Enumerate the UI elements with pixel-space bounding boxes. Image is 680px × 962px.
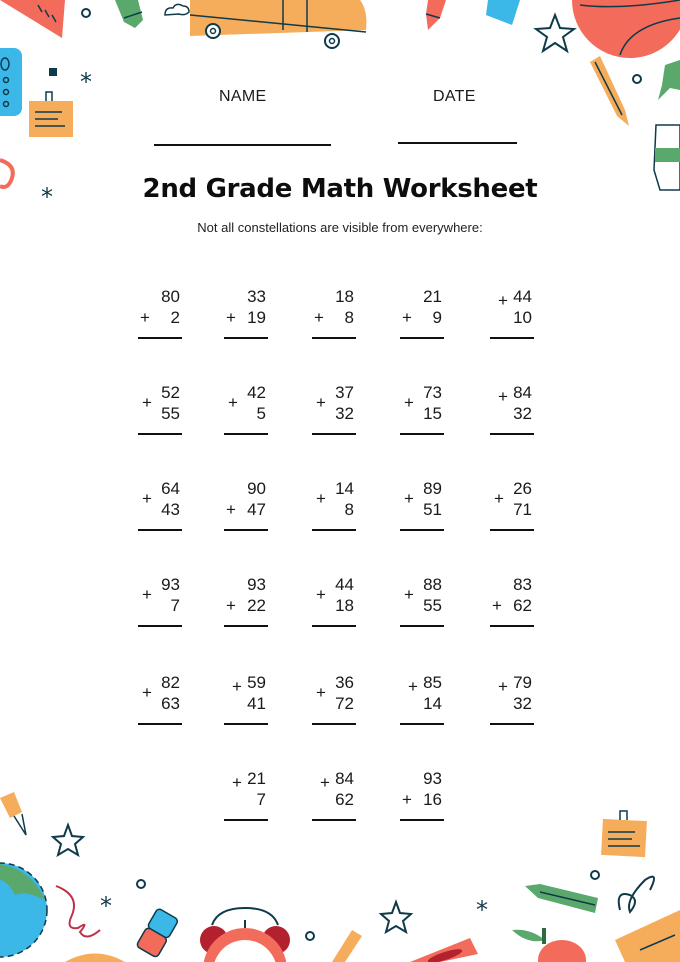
name-input-line[interactable] xyxy=(154,144,331,146)
addition-problem xyxy=(222,287,272,343)
plus-sign: + xyxy=(228,393,238,412)
asterisk-icon: * xyxy=(100,892,112,920)
small-circle-icon xyxy=(633,75,641,83)
addition-problem xyxy=(310,673,360,729)
triangle-ruler-icon xyxy=(0,0,65,38)
addition-problem xyxy=(398,673,448,729)
addend-top: 21 xyxy=(423,287,442,306)
addend-top: 59 xyxy=(247,673,266,692)
answer-line[interactable] xyxy=(138,433,182,435)
addend-bottom: 7 xyxy=(256,790,266,809)
plus-sign: + xyxy=(314,308,324,327)
answer-line[interactable] xyxy=(490,625,534,627)
plus-sign: + xyxy=(142,489,152,508)
answer-line[interactable] xyxy=(312,625,356,627)
addend-top: 52 xyxy=(161,383,180,402)
addition-problem xyxy=(488,673,538,729)
answer-line[interactable] xyxy=(312,337,356,339)
addend-top: 80 xyxy=(161,287,180,306)
addend-bottom: 32 xyxy=(513,404,532,423)
addition-problem xyxy=(398,479,448,535)
plus-sign: + xyxy=(142,683,152,702)
addition-problem xyxy=(222,383,272,439)
addend-top: 79 xyxy=(513,673,532,692)
addend-bottom: 18 xyxy=(335,596,354,615)
plus-sign: + xyxy=(316,489,326,508)
addition-problem xyxy=(136,479,186,535)
addend-top: 36 xyxy=(335,673,354,692)
addend-bottom: 7 xyxy=(170,596,180,615)
asterisk-icon: * xyxy=(476,896,488,924)
answer-line[interactable] xyxy=(224,625,268,627)
addend-bottom: 5 xyxy=(256,404,266,423)
plus-sign: + xyxy=(404,585,414,604)
answer-line[interactable] xyxy=(224,433,268,435)
addend-top: 37 xyxy=(335,383,354,402)
plus-sign: + xyxy=(226,308,236,327)
plus-sign: + xyxy=(402,790,412,809)
addend-bottom: 55 xyxy=(423,596,442,615)
squiggle-icon xyxy=(56,886,100,937)
star-icon xyxy=(381,902,411,932)
asterisk-icon: * xyxy=(80,68,92,96)
page-title: 2nd Grade Math Worksheet xyxy=(142,174,538,204)
plus-sign: + xyxy=(226,500,236,519)
plus-sign: + xyxy=(232,773,242,792)
plus-sign: + xyxy=(232,677,242,696)
addend-top: 42 xyxy=(247,383,266,402)
plus-sign: + xyxy=(498,387,508,406)
addend-top: 26 xyxy=(513,479,532,498)
answer-line[interactable] xyxy=(224,529,268,531)
addition-problem xyxy=(136,575,186,631)
addend-top: 83 xyxy=(513,575,532,594)
answer-line[interactable] xyxy=(224,723,268,725)
basketball-icon xyxy=(572,0,680,58)
addition-problem xyxy=(398,575,448,631)
addition-problem xyxy=(488,383,538,439)
addend-top: 84 xyxy=(513,383,532,402)
crayon-icon xyxy=(410,938,478,962)
addition-problem xyxy=(222,479,272,535)
answer-line[interactable] xyxy=(312,529,356,531)
plus-sign: + xyxy=(316,585,326,604)
date-input-line[interactable] xyxy=(398,142,517,144)
answer-line[interactable] xyxy=(312,433,356,435)
addition-problem xyxy=(222,575,272,631)
plus-sign: + xyxy=(404,393,414,412)
date-label: DATE xyxy=(433,88,476,105)
addend-bottom: 2 xyxy=(170,308,180,327)
plus-sign: + xyxy=(498,291,508,310)
addition-problem xyxy=(136,383,186,439)
addend-top: 64 xyxy=(161,479,180,498)
addition-problem xyxy=(398,383,448,439)
answer-line[interactable] xyxy=(138,529,182,531)
addend-bottom: 32 xyxy=(513,694,532,713)
plus-sign: + xyxy=(142,585,152,604)
answer-line[interactable] xyxy=(224,337,268,339)
answer-line[interactable] xyxy=(400,529,444,531)
answer-line[interactable] xyxy=(138,337,182,339)
addend-top: 14 xyxy=(335,479,354,498)
addend-bottom: 14 xyxy=(423,694,442,713)
asterisk-icon: * xyxy=(41,183,53,210)
plus-sign: + xyxy=(226,596,236,615)
plus-sign: + xyxy=(316,683,326,702)
plus-sign: + xyxy=(492,596,502,615)
addend-bottom: 63 xyxy=(161,694,180,713)
addition-problem xyxy=(488,479,538,535)
pushpin-icon xyxy=(0,792,26,835)
plus-sign: + xyxy=(142,393,152,412)
addition-problem xyxy=(398,287,448,343)
addend-bottom: 51 xyxy=(423,500,442,519)
plus-sign: + xyxy=(402,308,412,327)
plus-sign: + xyxy=(498,677,508,696)
small-square-icon xyxy=(49,68,57,76)
addend-bottom: 8 xyxy=(344,500,354,519)
protractor-icon xyxy=(65,954,125,962)
page-subtitle: Not all constellations are visible from everywhere: xyxy=(197,220,483,235)
star-icon xyxy=(53,825,83,855)
addend-bottom: 22 xyxy=(247,596,266,615)
addend-top: 89 xyxy=(423,479,442,498)
addend-bottom: 10 xyxy=(513,308,532,327)
addend-bottom: 72 xyxy=(335,694,354,713)
addend-top: 93 xyxy=(161,575,180,594)
globe-icon xyxy=(0,863,47,957)
answer-line[interactable] xyxy=(312,723,356,725)
answer-line[interactable] xyxy=(490,529,534,531)
pencil-icon xyxy=(332,930,362,962)
answer-line[interactable] xyxy=(400,337,444,339)
addend-top: 88 xyxy=(423,575,442,594)
addend-bottom: 62 xyxy=(513,596,532,615)
eraser-icon xyxy=(136,908,179,958)
small-circle-icon xyxy=(137,880,145,888)
addend-bottom: 71 xyxy=(513,500,532,519)
addition-problem xyxy=(310,575,360,631)
alarm-clock-icon xyxy=(200,908,290,962)
addend-bottom: 55 xyxy=(161,404,180,423)
answer-line[interactable] xyxy=(490,337,534,339)
addend-top: 44 xyxy=(513,287,532,306)
small-circle-icon xyxy=(82,9,90,17)
addend-top: 73 xyxy=(423,383,442,402)
squiggle-icon xyxy=(619,877,654,912)
answer-line[interactable] xyxy=(400,433,444,435)
plus-sign: + xyxy=(404,489,414,508)
addend-bottom: 62 xyxy=(335,790,354,809)
addend-top: 33 xyxy=(247,287,266,306)
addend-bottom: 43 xyxy=(161,500,180,519)
addend-bottom: 19 xyxy=(247,308,266,327)
addend-top: 90 xyxy=(247,479,266,498)
addend-bottom: 41 xyxy=(247,694,266,713)
answer-line[interactable] xyxy=(138,723,182,725)
addend-top: 18 xyxy=(335,287,354,306)
addend-top: 44 xyxy=(335,575,354,594)
addition-problem xyxy=(310,479,360,535)
addend-top: 93 xyxy=(247,575,266,594)
addend-top: 84 xyxy=(335,769,354,788)
addend-top: 21 xyxy=(247,769,266,788)
addend-top: 82 xyxy=(161,673,180,692)
pushpin-icon xyxy=(658,60,680,100)
plus-sign: + xyxy=(494,489,504,508)
answer-line[interactable] xyxy=(138,625,182,627)
pencil-icon xyxy=(590,56,629,126)
answer-line[interactable] xyxy=(490,723,534,725)
answer-line[interactable] xyxy=(400,723,444,725)
addend-bottom: 15 xyxy=(423,404,442,423)
small-circle-icon xyxy=(591,871,599,879)
plus-sign: + xyxy=(320,773,330,792)
ruler-icon xyxy=(486,0,520,25)
small-circle-icon xyxy=(306,932,314,940)
plus-sign: + xyxy=(316,393,326,412)
addend-bottom: 9 xyxy=(432,308,442,327)
addend-top: 93 xyxy=(423,769,442,788)
sticky-note-icon xyxy=(29,92,73,137)
pencil-icon xyxy=(426,0,446,30)
calculator-icon xyxy=(0,48,22,116)
addition-problem xyxy=(136,287,186,343)
star-icon xyxy=(536,15,574,51)
school-bus-icon xyxy=(190,0,366,48)
addition-problem xyxy=(310,383,360,439)
notebook-icon xyxy=(615,910,680,962)
addition-problem xyxy=(136,673,186,729)
addition-problem xyxy=(222,673,272,729)
addend-bottom: 47 xyxy=(247,500,266,519)
addition-problem xyxy=(310,287,360,343)
answer-line[interactable] xyxy=(400,625,444,627)
plus-sign: + xyxy=(408,677,418,696)
bottom-decorations xyxy=(0,780,680,962)
addend-bottom: 32 xyxy=(335,404,354,423)
addend-bottom: 16 xyxy=(423,790,442,809)
addend-bottom: 8 xyxy=(344,308,354,327)
cloud-icon xyxy=(165,4,189,15)
addition-problem xyxy=(488,287,538,343)
plus-sign: + xyxy=(140,308,150,327)
pencil-icon xyxy=(525,884,598,913)
addition-problem xyxy=(488,575,538,631)
sticky-note-icon xyxy=(601,811,647,857)
apple-icon xyxy=(512,928,586,962)
addend-top: 85 xyxy=(423,673,442,692)
crayon-icon xyxy=(115,0,143,28)
answer-line[interactable] xyxy=(490,433,534,435)
name-label: NAME xyxy=(219,88,267,105)
